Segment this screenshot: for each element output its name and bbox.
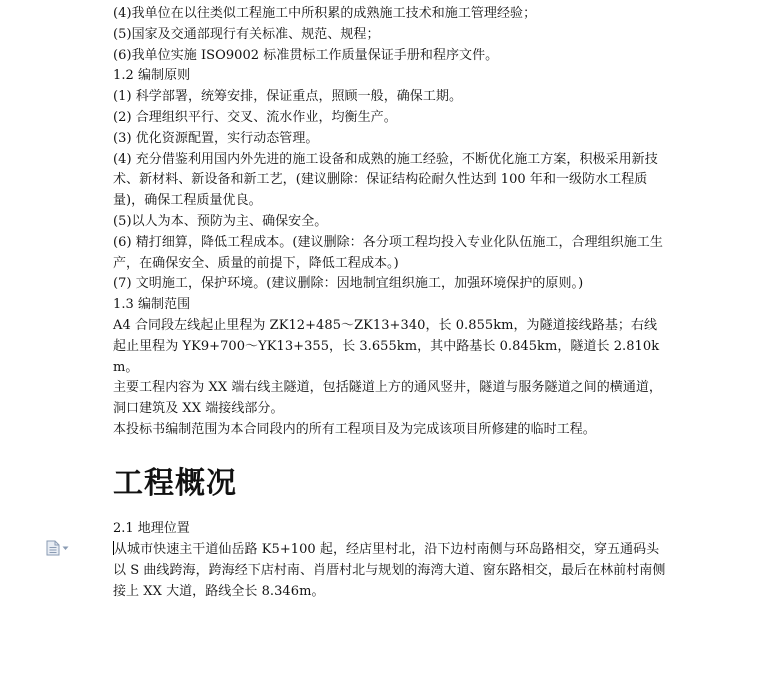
- paragraph-principle-7[interactable]: (7) 文明施工，保护环境。(建议删除：因地制宜组织施工，加强环境保护的原则。): [113, 276, 584, 292]
- section-title-1-3[interactable]: 1.3 编制范围: [113, 297, 191, 313]
- paragraph-principle-2[interactable]: (2) 合理组织平行、交叉、流水作业，均衡生产。: [113, 109, 397, 125]
- paragraph-location[interactable]: [113, 540, 669, 602]
- paragraph-scope-range[interactable]: 本投标书编制范围为本合同段内的所有工程项目及为完成该项目所修建的临时工程。: [113, 421, 596, 437]
- document-icon: [46, 540, 60, 556]
- section-title-2-1[interactable]: 2.1 地理位置: [113, 521, 190, 536]
- paragraph-principle-5[interactable]: (5)以人为本、预防为主、确保安全。: [113, 213, 328, 229]
- body-text-location: [113, 540, 669, 602]
- chapter-heading[interactable]: 工程概况: [113, 466, 237, 501]
- paragraph-location-text: 从城市快速主干道仙岳路 K5+100 起，经店里村北，沿下边村南侧与环岛路相交，穿五通码头以 S 曲线跨海，跨海经下店村南、肖厝村北与规划的海湾大道、窗东路相交，最后在林前村南侧接上 XX 大道，路线全长 8.346m。: [113, 542, 666, 599]
- paragraph-scope-mileage[interactable]: A4 合同段左线起止里程为 ZK12+485～ZK13+340，长 0.855km，为隧道接线路基；右线起止里程为 YK9+700～YK13+355，长 3.655km，其中路基长 0.845km，隧道长 2.810km。: [113, 317, 660, 375]
- paragraph-marker[interactable]: [46, 539, 74, 557]
- paragraph-basis-4[interactable]: (4)我单位在以往类似工程施工中所积累的成熟施工技术和施工管理经验；: [113, 6, 537, 21]
- paragraph-principle-4[interactable]: (4) 充分借鉴利用国内外先进的施工设备和成熟的施工经验，不断优化施工方案，积极采用新技术、新材料、新设备和新工艺，(建议删除：保证结构砼耐久性达到 100 年和一级防水工程质量)，确保工程质量优良。: [113, 151, 658, 209]
- section-title-1-2[interactable]: 1.2 编制原则: [113, 68, 191, 84]
- chevron-down-icon: [62, 546, 69, 551]
- paragraph-basis-6[interactable]: (6)我单位实施 ISO9002 标准贯标工作质量保证手册和程序文件。: [113, 47, 499, 63]
- paragraph-basis-5[interactable]: (5)国家及交通部现行有关标准、规范、规程；: [113, 26, 380, 42]
- paragraph-principle-3[interactable]: (3) 优化资源配置，实行动态管理。: [113, 130, 319, 146]
- body-text-top: [113, 4, 669, 441]
- paragraph-principle-6[interactable]: (6) 精打细算，降低工程成本。(建议删除：各分项工程均投入专业化队伍施工，合理组织施工生产，在确保安全、质量的前提下，降低工程成本。): [113, 234, 663, 271]
- paragraph-principle-1[interactable]: (1) 科学部署，统筹安排，保证重点，照顾一般，确保工期。: [113, 89, 462, 105]
- paragraph-scope-content[interactable]: 主要工程内容为 XX 端右线主隧道，包括隧道上方的通风竖井，隧道与服务隧道之间的横通道，洞口建筑及 XX 端接线部分。: [113, 380, 662, 417]
